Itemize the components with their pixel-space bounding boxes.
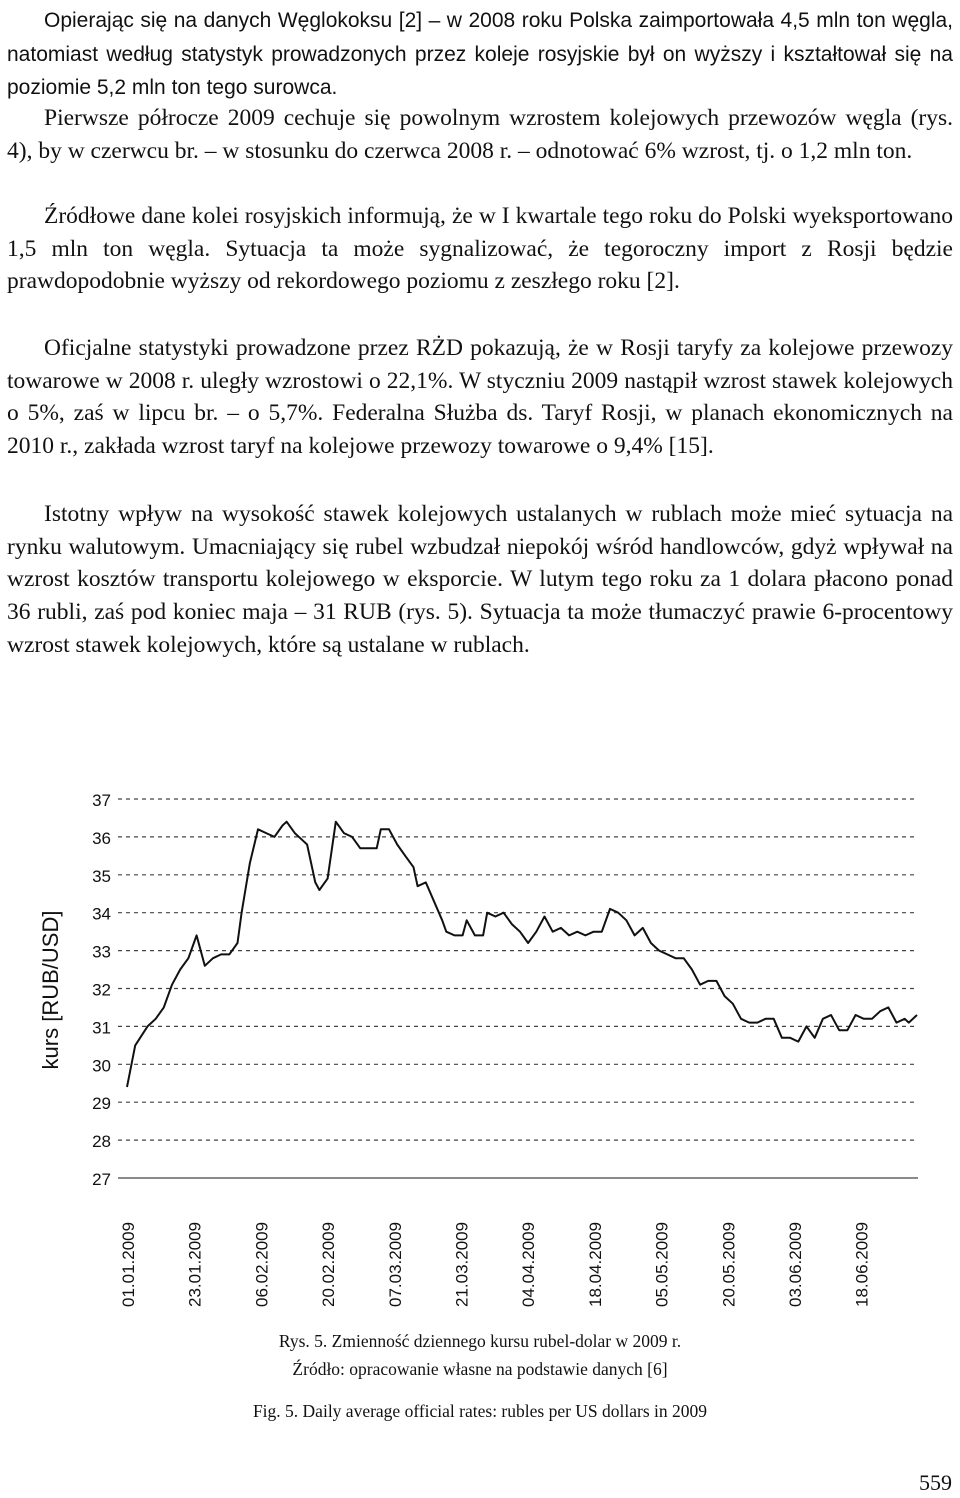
paragraph-5: Istotny wpływ na wysokość stawek kolejowych ustalanych w rublach może mieć sytuacja na rynku walutowym. Umacniający się rubel wzbudzał niepokój wśród handlowców, gdyż wpływał na wzrost kosztów transportu kolejowego w eksporcie. W lutym tego roku za 1 dolara płacono ponad 36 rubli, zaś pod koniec maja – 31 RUB (rys. 5). Sytuacja ta może tłumaczyć prawie 6-procentowy wzrost stawek kolejowych, które są ustalane w rublach. (7, 501, 953, 658)
y-tick-label: 32 (92, 980, 111, 1000)
y-axis-label: kurs [RUB/USD] (38, 910, 63, 1070)
y-tick-label: 37 (92, 791, 111, 810)
x-tick-label: 23.01.2009 (185, 1221, 205, 1307)
paragraph-4: Oficjalne statystyki prowadzone przez RŻD pokazują, że w Rosji taryfy za kolejowe przewozy towarowe w 2008 r. uległy wzrostowi o 22,1%. W styczniu 2009 nastąpił wzrost stawek kolejowych o 5%, zaś w lipcu br. – o 5,7%. Federalna Służba ds. Taryf Rosji, w planach ekonomicznych na 2010 r., zakłada wzrost taryf na kolejowe przewozy towarowe o 9,4% [15]. (7, 335, 953, 460)
x-tick-label: 07.03.2009 (385, 1221, 405, 1307)
x-tick-label: 18.04.2009 (585, 1221, 605, 1307)
x-tick-label: 20.05.2009 (719, 1221, 739, 1307)
exchange-rate-chart (0, 760, 960, 1320)
x-tick-label: 05.05.2009 (652, 1221, 672, 1307)
y-tick-label: 29 (92, 1094, 111, 1114)
y-tick-label: 30 (92, 1056, 111, 1076)
figure-caption-en: Fig. 5. Daily average official rates: rubles per US dollars in 2009 (252, 1401, 708, 1421)
y-tick-label: 28 (92, 1132, 111, 1152)
figure-caption-pl: Rys. 5. Zmienność dziennego kursu rubel-dolar w 2009 r. (278, 1331, 682, 1351)
y-tick-label: 33 (92, 942, 111, 962)
x-tick-label: 01.01.2009 (119, 1221, 138, 1307)
chart-gridlines (118, 799, 918, 1178)
x-tick-label: 03.06.2009 (786, 1221, 805, 1307)
paragraph-2: Pierwsze półrocze 2009 cechuje się powolnym wzrostem kolejowych przewozów węgla (rys. 4), by w czerwcu br. – w stosunku do czerwca 2008 r. – odnotować 6% wzrost, tj. o 1,2 mln ton. (7, 105, 953, 164)
x-tick-label: 21.03.2009 (452, 1221, 472, 1307)
figure-source: Źródło: opracowanie własne na podstawie danych [6] (292, 1359, 668, 1379)
x-tick-label: 04.04.2009 (519, 1221, 539, 1307)
x-tick-label: 18.06.2009 (852, 1221, 872, 1307)
y-tick-label: 34 (92, 904, 111, 924)
x-tick-label: 20.02.2009 (319, 1221, 339, 1307)
series-line (127, 822, 917, 1087)
y-tick-label: 35 (92, 866, 111, 886)
y-tick-label: 36 (92, 828, 111, 848)
y-tick-label: 31 (92, 1018, 111, 1038)
paragraph-1: Opierając się na danych Węglokoksu [2] – w 2008 roku Polska zaimportowała 4,5 mln ton węgla, natomiast według statystyk prowadzonych przez koleje rosyjskie był on wyższy i kształtował się na poziomie 5,2 mln ton tego surowca. (7, 9, 953, 100)
paragraph-3: Źródłowe dane kolei rosyjskich informują, że w I kwartale tego roku do Polski wyeksportowano 1,5 mln ton węgla. Sytuacja ta może sygnalizować, że tegoroczny import z Rosji będzie prawdopodobnie wyższy od rekordowego poziomu z zeszłego roku [2]. (7, 203, 953, 295)
y-tick-label: 27 (92, 1170, 111, 1189)
page-number: 559 (919, 1470, 952, 1495)
x-axis-ticks (119, 1222, 872, 1307)
x-tick-label: 06.02.2009 (252, 1221, 272, 1307)
y-axis-ticks (92, 791, 111, 1189)
